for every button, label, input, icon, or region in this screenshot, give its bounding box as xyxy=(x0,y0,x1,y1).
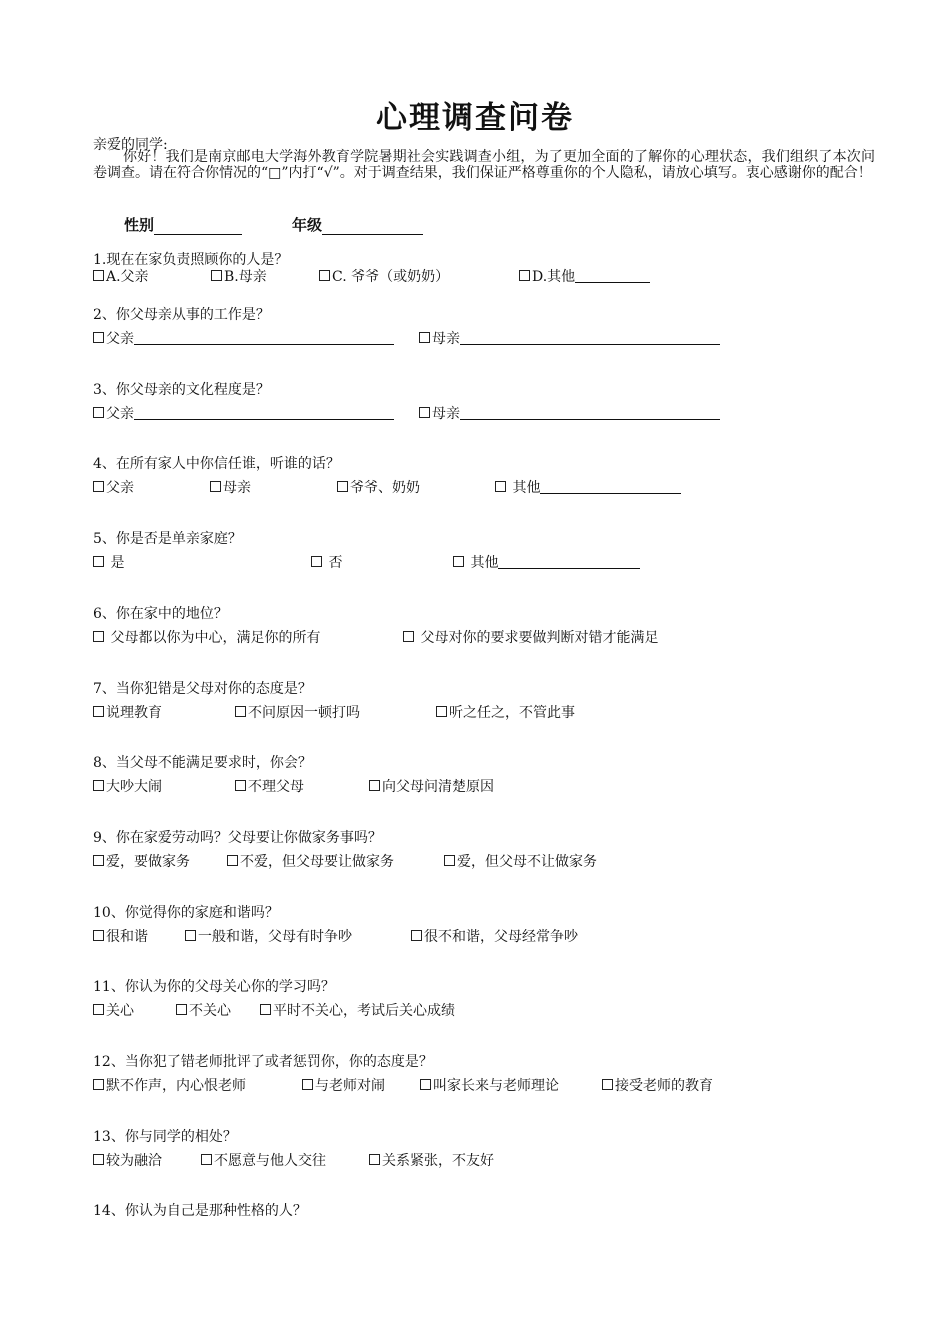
checkbox[interactable] xyxy=(235,706,246,717)
option-6-1[interactable] xyxy=(93,627,320,647)
option-8-2[interactable] xyxy=(235,776,304,796)
checkbox[interactable] xyxy=(93,930,104,941)
option-label: 爱，要做家务 xyxy=(106,854,190,870)
option-label: 说理教育 xyxy=(106,705,162,721)
question-4: 4、在所有家人中你信任谁，听谁的话？ xyxy=(93,456,340,472)
checkbox[interactable] xyxy=(403,631,414,642)
option-7-1[interactable] xyxy=(93,702,162,722)
option-10-1[interactable] xyxy=(93,926,148,946)
option-label: 很不和谐，父母经常争吵 xyxy=(424,929,578,945)
option-label: 听之任之，不管此事 xyxy=(449,705,575,721)
option-label: D.其他 xyxy=(532,269,576,285)
intro-paragraph: 你好！我们是南京邮电大学海外教育学院暑期社会实践调查小组，为了更加全面的了解你的心理状态，我们组织了本次问卷调查。请在符合你情况的“□”内打“√”。对于调查结果，我们保证严格尊重你的个人隐私，请放心填写。衷心感谢你的配合！ xyxy=(93,149,875,181)
option-2-1[interactable] xyxy=(93,328,394,348)
question-9: 9、你在家爱劳动吗？父母要让你做家务事吗？ xyxy=(93,830,382,846)
fill-in-blank[interactable] xyxy=(460,405,720,420)
question-5: 5、你是否是单亲家庭？ xyxy=(93,531,242,547)
option-9-2[interactable] xyxy=(227,851,394,871)
option-11-2[interactable] xyxy=(176,1000,231,1020)
option-5-3[interactable] xyxy=(453,552,640,572)
option-label: 向父母问清楚原因 xyxy=(382,779,494,795)
option-label: 关系紧张，不友好 xyxy=(382,1153,494,1169)
option-label: 不理父母 xyxy=(248,779,304,795)
grade-label: 年级 xyxy=(292,216,323,234)
question-2: 2、你父母亲从事的工作是？ xyxy=(93,307,270,323)
gender-blank[interactable] xyxy=(154,219,242,235)
question-3: 3、你父母亲的文化程度是？ xyxy=(93,382,270,398)
fill-in-blank[interactable] xyxy=(575,268,650,283)
option-label: 母亲 xyxy=(432,331,460,347)
option-label: 其他 xyxy=(508,480,541,496)
option-label: 父亲 xyxy=(106,406,134,422)
checkbox[interactable] xyxy=(93,1004,104,1015)
option-label: 父亲 xyxy=(106,480,134,496)
checkbox[interactable] xyxy=(420,1079,431,1090)
option-label: 默不作声，内心恨老师 xyxy=(106,1078,246,1094)
fill-in-blank[interactable] xyxy=(460,330,720,345)
checkbox[interactable] xyxy=(93,706,104,717)
option-7-2[interactable] xyxy=(235,702,360,722)
gender-field[interactable] xyxy=(124,214,242,235)
option-1-2[interactable] xyxy=(211,266,267,286)
checkbox[interactable] xyxy=(444,855,455,866)
question-1: 1.现在在家负责照顾你的人是？ xyxy=(93,252,289,268)
option-label: 很和谐 xyxy=(106,929,148,945)
option-11-1[interactable] xyxy=(93,1000,134,1020)
option-4-3[interactable] xyxy=(337,477,420,497)
option-3-2[interactable] xyxy=(419,403,720,423)
question-10: 10、你觉得你的家庭和谐吗？ xyxy=(93,905,279,921)
checkbox[interactable] xyxy=(337,481,348,492)
option-9-3[interactable] xyxy=(444,851,597,871)
option-label: 接受老师的教育 xyxy=(615,1078,713,1094)
question-8: 8、当父母不能满足要求时，你会？ xyxy=(93,755,312,771)
option-label: 是 xyxy=(106,555,125,571)
option-label: A.父亲 xyxy=(106,269,149,285)
option-1-1[interactable] xyxy=(93,266,149,286)
checkbox[interactable] xyxy=(185,930,196,941)
checkbox[interactable] xyxy=(93,855,104,866)
checkbox[interactable] xyxy=(260,1004,271,1015)
question-6: 6、你在家中的地位？ xyxy=(93,606,228,622)
checkbox[interactable] xyxy=(369,780,380,791)
option-12-1[interactable] xyxy=(93,1075,246,1095)
checkbox[interactable] xyxy=(93,631,104,642)
question-12: 12、当你犯了错老师批评了或者惩罚你，你的态度是？ xyxy=(93,1054,433,1070)
checkbox[interactable] xyxy=(176,1004,187,1015)
option-8-1[interactable] xyxy=(93,776,162,796)
checkbox[interactable] xyxy=(93,270,104,281)
option-11-3[interactable] xyxy=(260,1000,455,1020)
grade-field[interactable] xyxy=(292,214,423,235)
checkbox[interactable] xyxy=(201,1154,212,1165)
option-12-4[interactable] xyxy=(602,1075,713,1095)
option-label: 父亲 xyxy=(106,331,134,347)
option-label: 否 xyxy=(324,555,343,571)
option-4-1[interactable] xyxy=(93,477,134,497)
question-14: 14、你认为自己是那种性格的人？ xyxy=(93,1203,307,1219)
option-label: 关心 xyxy=(106,1003,134,1019)
checkbox[interactable] xyxy=(235,780,246,791)
option-label: 一般和谐，父母有时争吵 xyxy=(198,929,352,945)
page-title: 心理调查问卷 xyxy=(376,100,574,136)
option-5-1[interactable] xyxy=(93,552,124,572)
option-7-3[interactable] xyxy=(436,702,575,722)
option-label: 不愿意与他人交往 xyxy=(214,1153,326,1169)
option-label: C. 爷爷（或奶奶） xyxy=(332,269,450,285)
option-1-4[interactable] xyxy=(519,266,650,286)
checkbox[interactable] xyxy=(211,270,222,281)
option-13-1[interactable] xyxy=(93,1150,162,1170)
fill-in-blank[interactable] xyxy=(540,479,681,494)
option-label: 父母都以你为中心，满足你的所有 xyxy=(106,630,321,646)
fill-in-blank[interactable] xyxy=(498,554,640,569)
checkbox[interactable] xyxy=(453,556,464,567)
option-label: 叫家长来与老师理论 xyxy=(433,1078,559,1094)
option-label: 不关心 xyxy=(189,1003,231,1019)
option-label: 其他 xyxy=(466,555,499,571)
greeting: 亲爱的同学: xyxy=(93,137,168,153)
gender-label: 性别 xyxy=(124,216,155,234)
option-label: 与老师对闹 xyxy=(315,1078,385,1094)
checkbox[interactable] xyxy=(210,481,221,492)
checkbox[interactable] xyxy=(302,1079,313,1090)
option-3-1[interactable] xyxy=(93,403,394,423)
checkbox[interactable] xyxy=(369,1154,380,1165)
option-8-3[interactable] xyxy=(369,776,494,796)
checkbox[interactable] xyxy=(319,270,330,281)
option-4-4[interactable] xyxy=(495,477,681,497)
checkbox[interactable] xyxy=(93,1154,104,1165)
option-label: 母亲 xyxy=(223,480,251,496)
checkbox[interactable] xyxy=(495,481,506,492)
fill-in-blank[interactable] xyxy=(134,405,394,420)
option-2-2[interactable] xyxy=(419,328,720,348)
checkbox[interactable] xyxy=(93,407,104,418)
option-13-2[interactable] xyxy=(201,1150,326,1170)
option-label: 爷爷、奶奶 xyxy=(350,480,420,496)
checkbox[interactable] xyxy=(93,1079,104,1090)
grade-blank[interactable] xyxy=(322,219,423,235)
option-label: 不问原因一顿打吗 xyxy=(248,705,360,721)
option-label: 大吵大闹 xyxy=(106,779,162,795)
question-7: 7、当你犯错是父母对你的态度是？ xyxy=(93,681,312,697)
checkbox[interactable] xyxy=(519,270,530,281)
checkbox[interactable] xyxy=(93,780,104,791)
checkbox[interactable] xyxy=(311,556,322,567)
checkbox[interactable] xyxy=(602,1079,613,1090)
option-label: B.母亲 xyxy=(224,269,267,285)
option-label: 爱，但父母不让做家务 xyxy=(457,854,597,870)
fill-in-blank[interactable] xyxy=(134,330,394,345)
option-5-2[interactable] xyxy=(311,552,342,572)
checkbox[interactable] xyxy=(411,930,422,941)
option-label: 较为融洽 xyxy=(106,1153,162,1169)
question-11: 11、你认为你的父母关心你的学习吗？ xyxy=(93,979,335,995)
option-9-1[interactable] xyxy=(93,851,190,871)
checkbox[interactable] xyxy=(419,407,430,418)
checkbox[interactable] xyxy=(436,706,447,717)
checkbox[interactable] xyxy=(93,332,104,343)
option-label: 父母对你的要求要做判断对错才能满足 xyxy=(416,630,659,646)
option-12-2[interactable] xyxy=(302,1075,385,1095)
option-6-2[interactable] xyxy=(403,627,658,647)
checkbox[interactable] xyxy=(93,556,104,567)
option-label: 不爱，但父母要让做家务 xyxy=(240,854,394,870)
option-13-3[interactable] xyxy=(369,1150,494,1170)
checkbox[interactable] xyxy=(419,332,430,343)
option-1-3[interactable] xyxy=(319,266,449,286)
option-12-3[interactable] xyxy=(420,1075,559,1095)
option-label: 平时不关心，考试后关心成绩 xyxy=(273,1003,455,1019)
question-13: 13、你与同学的相处？ xyxy=(93,1129,237,1145)
checkbox[interactable] xyxy=(93,481,104,492)
checkbox[interactable] xyxy=(227,855,238,866)
option-10-3[interactable] xyxy=(411,926,578,946)
option-10-2[interactable] xyxy=(185,926,352,946)
option-label: 母亲 xyxy=(432,406,460,422)
option-4-2[interactable] xyxy=(210,477,251,497)
